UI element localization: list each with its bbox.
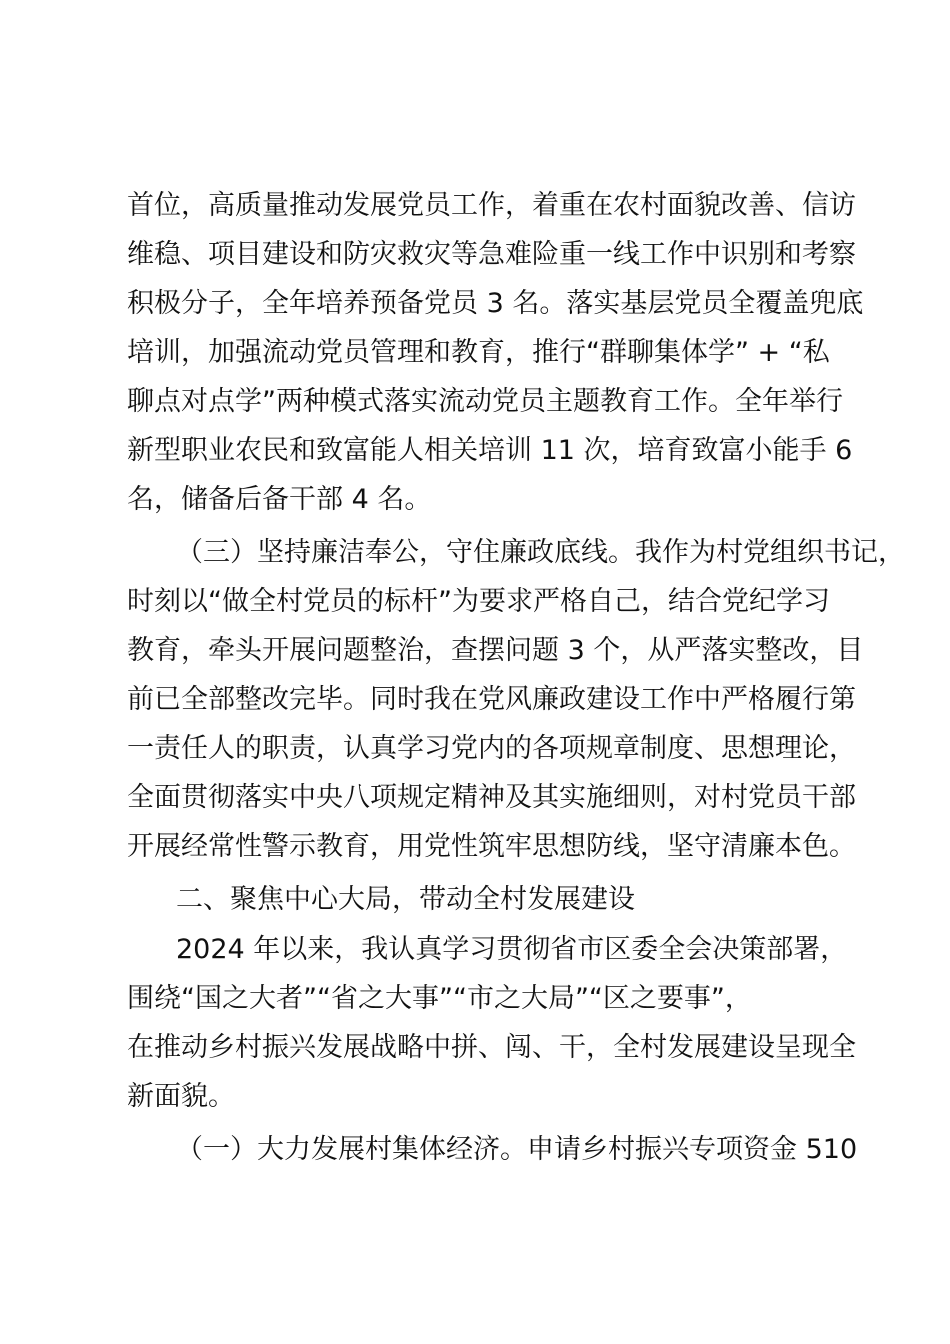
- text-line-5: 聊点对点学”两种模式落实流动党员主题教育工作。全年举行: [127, 386, 843, 417]
- text-line-16: 2024 年以来，我认真学习贯彻省市区委全会决策部署，: [176, 934, 848, 965]
- text-line-14: 开展经常性警示教育，用党性筑牢思想防线，坚守清廉本色。: [127, 831, 856, 862]
- text-line-4: 培训，加强流动党员管理和教育，推行“群聊集体学” + “私: [127, 337, 830, 368]
- text-line-10: 教育，牵头开展问题整治，查摆问题 3 个，从严落实整改，目: [127, 635, 864, 666]
- text-line-13: 全面贯彻落实中央八项规定精神及其实施细则，对村党员干部: [127, 782, 856, 813]
- text-line-17: 围绕“国之大者”“省之大事”“市之大局”“区之要事”，: [127, 983, 752, 1014]
- text-line-3: 积极分子，全年培养预备党员 3 名。落实基层党员全覆盖兜底: [127, 288, 864, 319]
- text-line-1: 首位，高质量推动发展党员工作，着重在农村面貌改善、信访: [127, 190, 856, 221]
- text-line-8: （三）坚持廉洁奉公，守住廉政底线。我作为村党组织书记，: [176, 537, 905, 568]
- text-line-18: 在推动乡村振兴发展战略中拼、闯、干，全村发展建设呈现全: [127, 1032, 856, 1063]
- text-line-19: 新面貌。: [127, 1081, 235, 1112]
- text-line-12: 一责任人的职责，认真学习党内的各项规章制度、思想理论，: [127, 733, 856, 764]
- section-heading: 二、聚焦中心大局，带动全村发展建设: [176, 884, 635, 915]
- text-line-20: （一）大力发展村集体经济。申请乡村振兴专项资金 510: [176, 1134, 858, 1165]
- text-line-11: 前已全部整改完毕。同时我在党风廉政建设工作中严格履行第: [127, 684, 856, 715]
- text-line-6: 新型职业农民和致富能人相关培训 11 次，培育致富小能手 6: [127, 435, 853, 466]
- text-line-2: 维稳、项目建设和防灾救灾等急难险重一线工作中识别和考察: [127, 239, 856, 270]
- text-line-9: 时刻以“做全村党员的标杆”为要求严格自己，结合党纪学习: [127, 586, 830, 617]
- text-line-7: 名，储备后备干部 4 名。: [127, 484, 432, 515]
